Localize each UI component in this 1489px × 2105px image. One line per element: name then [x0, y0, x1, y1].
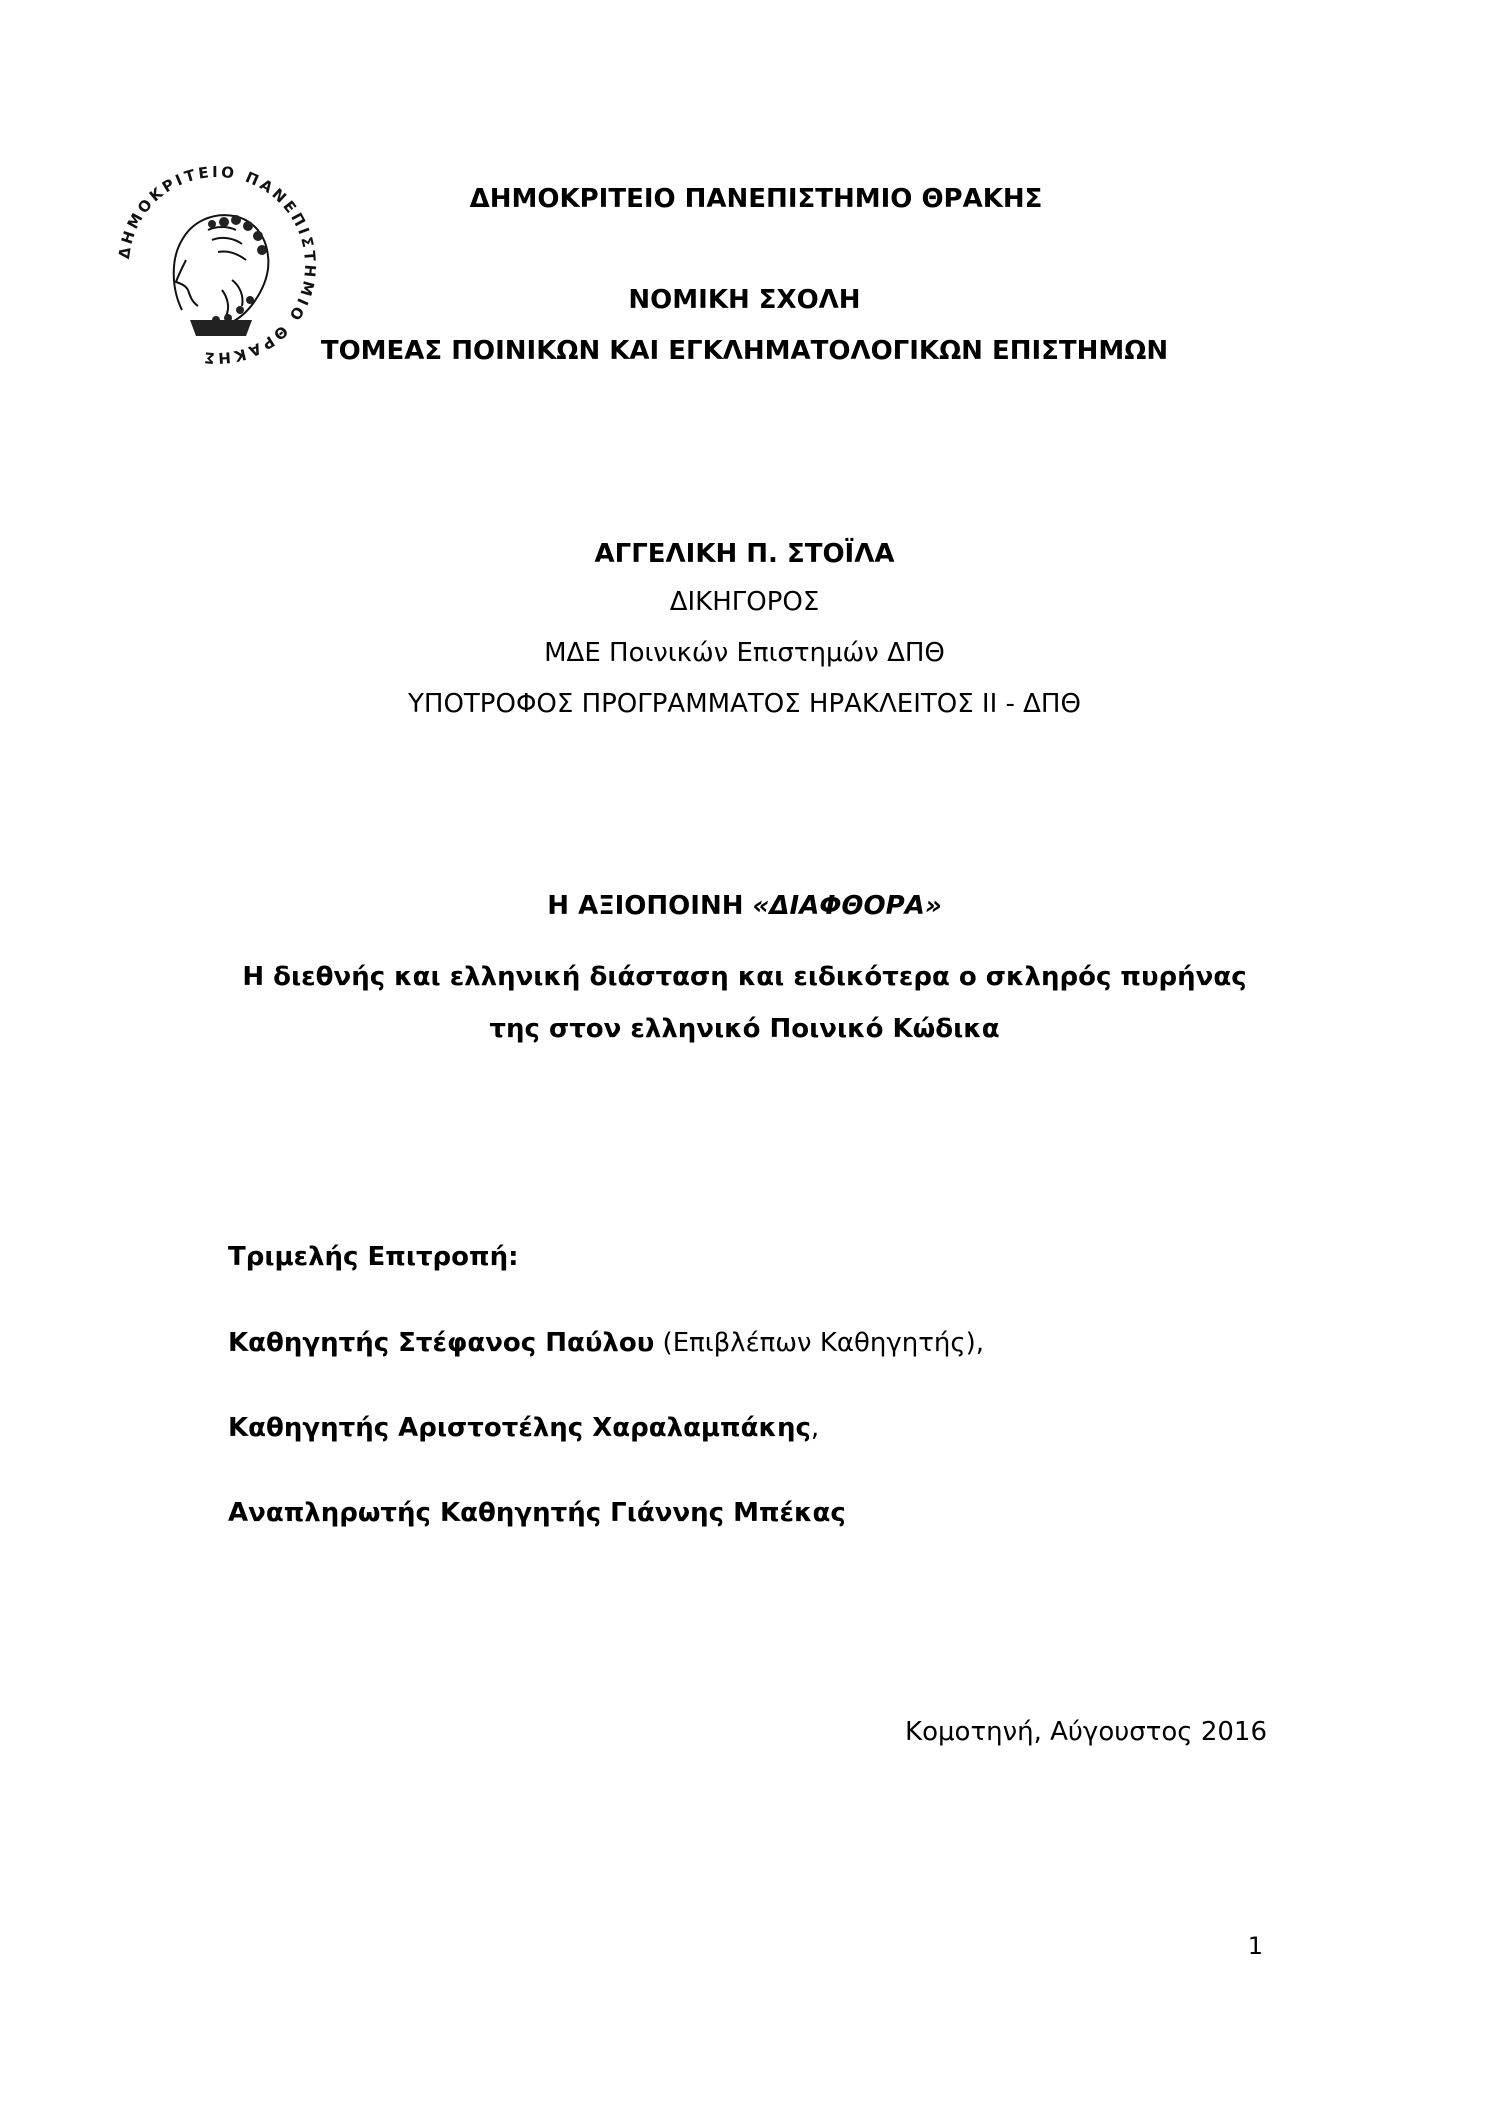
author-degree: ΜΔΕ Ποινικών Επιστημών ΔΠΘ — [544, 638, 945, 668]
author-fellowship: ΥΠΟΤΡΟΦΟΣ ΠΡΟΓΡΑΜΜΑΤΟΣ ΗΡΑΚΛΕΙΤΟΣ ΙΙ - ΔΠΘ — [408, 689, 1081, 719]
committee-member-note: (Επιβλέπων Καθηγητής), — [654, 1328, 985, 1358]
committee-member — [228, 1496, 846, 1530]
thesis-title-prefix: Η ΑΞΙΟΠΟΙΝΗ — [547, 891, 753, 921]
place-and-date: Κομοτηνή, Αύγουστος 2016 — [905, 1717, 1267, 1747]
thesis-subtitle-line2: της στον ελληνικό Ποινικό Κώδικα — [489, 1014, 1000, 1044]
thesis-subtitle-line1: Η διεθνής και ελληνική διάσταση και ειδικότερα ο σκληρός πυρήνας — [242, 962, 1247, 992]
author-name: ΑΓΓΕΛΙΚΗ Π. ΣΤΟΪΛΑ — [594, 539, 895, 569]
department-name: ΤΟΜΕΑΣ ΠΟΙΝΙΚΩΝ ΚΑΙ ΕΓΚΛΗΜΑΤΟΛΟΓΙΚΩΝ ΕΠΙΣΤΗΜΩΝ — [320, 336, 1169, 366]
committee-member — [228, 1411, 819, 1445]
page-number: 1 — [1247, 1932, 1263, 1960]
university-name: ΔΗΜΟΚΡΙΤΕΙΟ ΠΑΝΕΠΙΣΤΗΜΙΟ ΘΡΑΚΗΣ — [469, 184, 1043, 214]
school-name: ΝΟΜΙΚΗ ΣΧΟΛΗ — [628, 285, 861, 315]
thesis-title — [0, 889, 1489, 923]
committee-member — [228, 1326, 984, 1360]
author-role: ΔΙΚΗΓΟΡΟΣ — [669, 587, 820, 617]
committee-member-name: Καθηγητής Στέφανος Παύλου — [228, 1328, 655, 1358]
committee-member-name: Αναπληρωτής Καθηγητής Γιάννης Μπέκας — [228, 1498, 846, 1528]
committee-label: Τριμελής Επιτροπή: — [228, 1242, 519, 1272]
thesis-title-emphasis: «ΔΙΑΦΘΟΡΑ» — [752, 891, 942, 921]
committee-member-name: Καθηγητής Αριστοτέλης Χαραλαμπάκης — [228, 1413, 811, 1443]
seal-text: ΔΗΜΟΚΡΙΤΕΙΟ ΠΑΝΕΠΙΣΤΗΜΙΟ ΘΡΑΚΗΣ — [115, 162, 320, 368]
committee-member-suffix: , — [810, 1413, 820, 1443]
